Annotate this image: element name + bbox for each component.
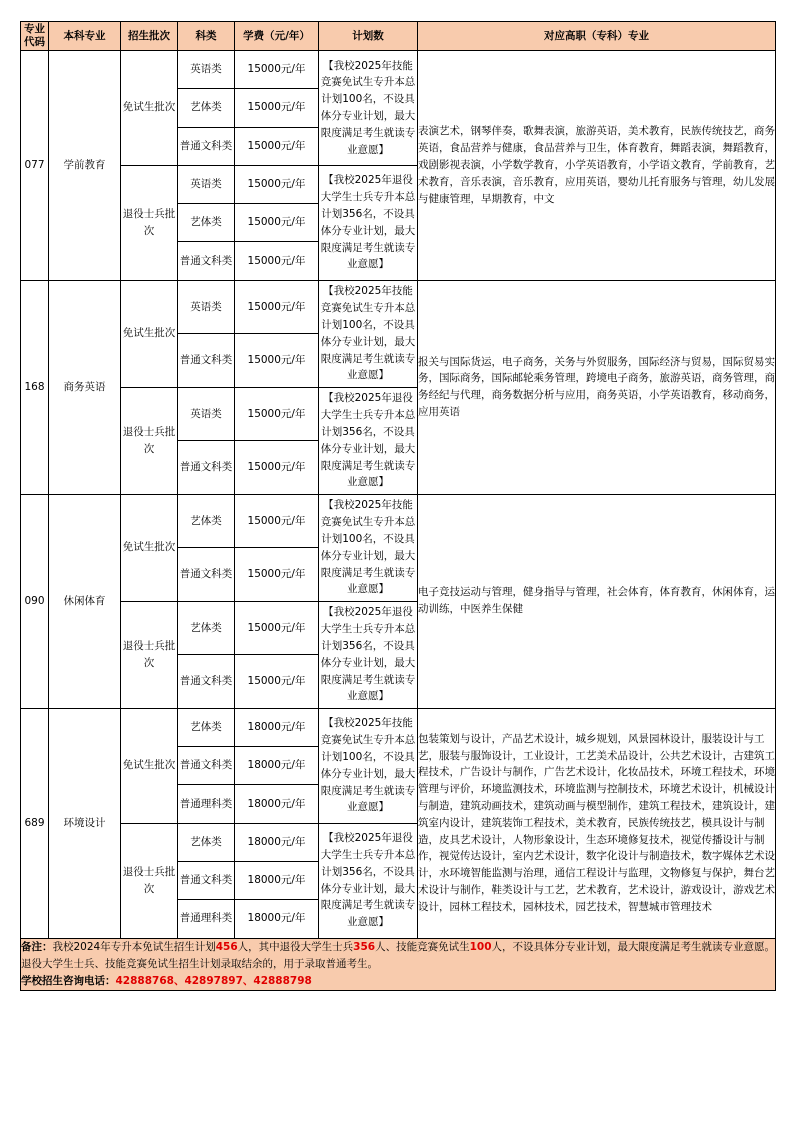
- fee-cell: 18000元/年: [235, 823, 319, 861]
- batch-name: 免试生批次: [121, 494, 178, 601]
- table-row: [21, 708, 776, 746]
- fee-cell: 15000元/年: [235, 204, 319, 242]
- plan-cell: 【我校2025年技能竞赛免试生专升本总计划100名，不设具体分专业计划，最大限度满足考生就读专业意愿】: [319, 494, 418, 601]
- subject-cell: 普通文科类: [178, 242, 235, 280]
- fee-cell: 15000元/年: [235, 601, 319, 655]
- subject-cell: 普通文科类: [178, 334, 235, 388]
- plan-cell: 【我校2025年技能竞赛免试生专升本总计划100名，不设具体分专业计划，最大限度满足考生就读专业意愿】: [319, 708, 418, 823]
- fee-cell: 15000元/年: [235, 89, 319, 127]
- major-code: 077: [21, 51, 49, 281]
- batch-name: 退役士兵批次: [121, 165, 178, 280]
- batch-name: 免试生批次: [121, 51, 178, 166]
- admission-plan-table: [20, 21, 776, 991]
- header-major: 本科专业: [49, 22, 121, 51]
- subject-cell: 普通理科类: [178, 900, 235, 938]
- subject-cell: 普通文科类: [178, 127, 235, 165]
- phone-numbers: 42888768、42897897、42888798: [115, 974, 312, 987]
- fee-cell: 15000元/年: [235, 51, 319, 89]
- fee-cell: 18000元/年: [235, 708, 319, 746]
- corresponding-majors: 报关与国际货运，电子商务，关务与外贸服务，国际经济与贸易，国际贸易实务，国际商务，国际邮轮乘务管理，跨境电子商务，旅游英语，商务管理，商务经纪与代理，商务数据分析与应用，商务英语，小学英语教育，移动商务，应用英语: [418, 280, 776, 494]
- table-row: [21, 494, 776, 548]
- note-row: [21, 938, 776, 990]
- fee-cell: 15000元/年: [235, 242, 319, 280]
- header-batch: 招生批次: [121, 22, 178, 51]
- fee-cell: 15000元/年: [235, 655, 319, 709]
- phone-label: 学校招生咨询电话：: [21, 974, 116, 987]
- major-code: 090: [21, 494, 49, 708]
- corresponding-majors: 表演艺术，钢琴伴奏，歌舞表演，旅游英语，美术教育，民族传统技艺，商务英语，食品营养与健康，食品营养与卫生，体育教育，舞蹈表演，舞蹈教育，戏剧影视表演，小学数学教育，小学英语教育，小学语文教育，学前教育，艺术教育，音乐表演，音乐教育，应用英语，婴幼儿托育服务与管理，幼儿发展与健康管理，早期教育，中文: [418, 51, 776, 281]
- fee-cell: 15000元/年: [235, 441, 319, 495]
- major-name: 学前教育: [49, 51, 121, 281]
- exempt-count: 100: [469, 940, 492, 953]
- header-plan: 计划数: [319, 22, 418, 51]
- plan-cell: 【我校2025年退役大学生士兵专升本总计划356名，不设具体分专业计划，最大限度满足考生就读专业意愿】: [319, 601, 418, 708]
- fee-cell: 15000元/年: [235, 334, 319, 388]
- subject-cell: 普通文科类: [178, 441, 235, 495]
- subject-cell: 普通理科类: [178, 785, 235, 823]
- header-corresponding: 对应高职（专科）专业: [418, 22, 776, 51]
- subject-cell: 艺体类: [178, 204, 235, 242]
- fee-cell: 18000元/年: [235, 900, 319, 938]
- subject-cell: 普通文科类: [178, 861, 235, 899]
- fee-cell: 18000元/年: [235, 785, 319, 823]
- subject-cell: 普通文科类: [178, 655, 235, 709]
- major-name: 休闲体育: [49, 494, 121, 708]
- subject-cell: 艺体类: [178, 494, 235, 548]
- header-subject: 科类: [178, 22, 235, 51]
- header-row: [21, 22, 776, 51]
- table-body: [21, 51, 776, 939]
- fee-cell: 15000元/年: [235, 280, 319, 334]
- batch-name: 免试生批次: [121, 708, 178, 823]
- batch-name: 免试生批次: [121, 280, 178, 387]
- corresponding-majors: 包装策划与设计，产品艺术设计，城乡规划，风景园林设计，服装设计与工艺，服装与服饰设计，工业设计，工艺美术品设计，公共艺术设计，古建筑工程技术，广告设计与制作，广告艺术设计，化妆品技术，环境工程技术，环境管理与评价，环境监测技术，环境监测与控制技术，环境艺术设计，机械设计与制造，建筑动画技术，建筑动画与模型制作，建筑工程技术，建筑设计，建筑室内设计，建筑装饰工程技术，美术教育，民族传统技艺，模具设计与制造，皮具艺术设计，人物形象设计，生态环境修复技术，视觉传播设计与制作，视觉传达设计，室内艺术设计，数字化设计与制造技术，数字媒体艺术设计，水环境智能监测与治理，通信工程设计与监理，文物修复与保护，舞台艺术设计与制作，鞋类设计与工艺，艺术教育，艺术设计，游戏设计，游戏艺术设计，园林工程技术，园林技术，园艺技术，智慧城市管理技术: [418, 708, 776, 938]
- subject-cell: 英语类: [178, 280, 235, 334]
- subject-cell: 艺体类: [178, 823, 235, 861]
- note-cell: [21, 938, 776, 990]
- fee-cell: 15000元/年: [235, 387, 319, 441]
- plan-cell: 【我校2025年技能竞赛免试生专升本总计划100名，不设具体分专业计划，最大限度满足考生就读专业意愿】: [319, 51, 418, 166]
- header-code: 专业代码: [21, 22, 49, 51]
- subject-cell: 英语类: [178, 51, 235, 89]
- fee-cell: 18000元/年: [235, 747, 319, 785]
- subject-cell: 艺体类: [178, 708, 235, 746]
- fee-cell: 18000元/年: [235, 861, 319, 899]
- subject-cell: 普通文科类: [178, 747, 235, 785]
- subject-cell: 艺体类: [178, 89, 235, 127]
- corresponding-majors: 电子竞技运动与管理，健身指导与管理，社会体育，体育教育，休闲体育，运动训练，中医养生保健: [418, 494, 776, 708]
- batch-name: 退役士兵批次: [121, 823, 178, 938]
- phone-line: [21, 973, 775, 990]
- plan-cell: 【我校2025年退役大学生士兵专升本总计划356名，不设具体分专业计划，最大限度满足考生就读专业意愿】: [319, 387, 418, 494]
- plan-cell: 【我校2025年退役大学生士兵专升本总计划356名，不设具体分专业计划，最大限度满足考生就读专业意愿】: [319, 823, 418, 938]
- fee-cell: 15000元/年: [235, 127, 319, 165]
- major-code: 168: [21, 280, 49, 494]
- header-fee: 学费（元/年）: [235, 22, 319, 51]
- major-name: 环境设计: [49, 708, 121, 938]
- subject-cell: 英语类: [178, 387, 235, 441]
- subject-cell: 英语类: [178, 165, 235, 203]
- table-row: [21, 51, 776, 89]
- fee-cell: 15000元/年: [235, 165, 319, 203]
- major-name: 商务英语: [49, 280, 121, 494]
- batch-name: 退役士兵批次: [121, 387, 178, 494]
- table-row: [21, 280, 776, 334]
- note-text: 备注：我校2024年专升本免试生招生计划456人，其中退役大学生士兵356人、技能竞赛免试生100人，不设具体分专业计划，最大限度满足考生就读专业意愿。退役大学生士兵、技能竞赛免试生招生计划录取结余的，用于录取普通考生。: [21, 940, 775, 970]
- veteran-count: 356: [353, 940, 376, 953]
- note-label: 备注：: [21, 940, 53, 953]
- subject-cell: 艺体类: [178, 601, 235, 655]
- subject-cell: 普通文科类: [178, 548, 235, 602]
- fee-cell: 15000元/年: [235, 548, 319, 602]
- total-count: 456: [215, 940, 238, 953]
- plan-cell: 【我校2025年技能竞赛免试生专升本总计划100名，不设具体分专业计划，最大限度满足考生就读专业意愿】: [319, 280, 418, 387]
- batch-name: 退役士兵批次: [121, 601, 178, 708]
- plan-cell: 【我校2025年退役大学生士兵专升本总计划356名，不设具体分专业计划，最大限度满足考生就读专业意愿】: [319, 165, 418, 280]
- major-code: 689: [21, 708, 49, 938]
- fee-cell: 15000元/年: [235, 494, 319, 548]
